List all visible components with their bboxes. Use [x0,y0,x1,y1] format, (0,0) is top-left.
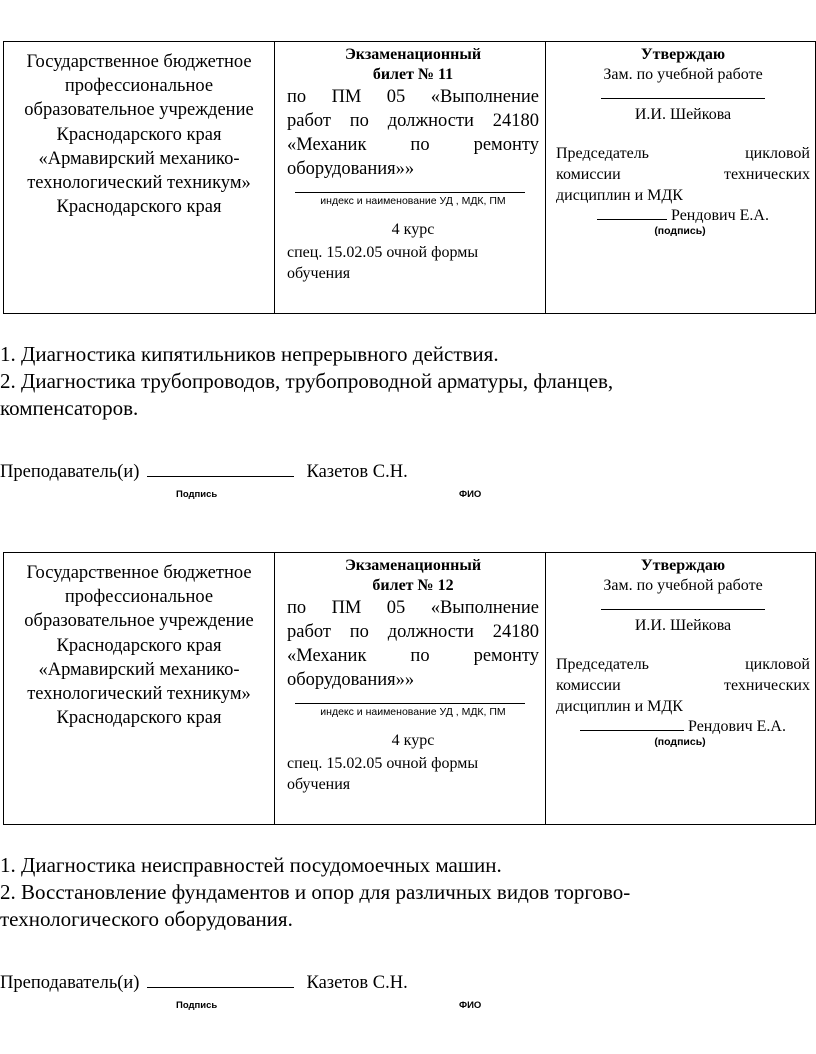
column-divider [274,553,275,824]
column-divider [274,42,275,313]
approve-title: Утверждаю [640,46,726,63]
index-caption: индекс и наименование УД , МДК, ПМ [320,195,506,207]
course: 4 курс [391,221,435,238]
chair-line: дисциплин и МДК [556,187,683,204]
chair-line: дисциплин и МДК [556,698,683,715]
deputy-signature-line [601,91,765,99]
approval-block [556,556,810,748]
chair-signature-line [597,206,667,220]
approve-title: Утверждаю [640,557,726,574]
institution-name: Государственное бюджетное профессиональное образовательное учреждение Краснодарского края «Армавирский механико-технологический техникум» Краснодарского края [24,52,254,218]
question-line: технологического оборудования. [0,907,293,931]
column-divider [545,553,546,824]
question-line: 2. Восстановление фундаментов и опор для различных видов торгово- [0,880,631,904]
question-line: компенсаторов. [0,396,139,420]
ticket-info [287,45,539,284]
module-line: по ПМ 05 «Выполнение [287,598,539,618]
teacher-name: Казетов С.Н. [306,973,408,993]
chair-line: Председатель цикловой [556,656,810,673]
chair-signature-line [580,717,684,731]
module-line: работ по должности 24180 [287,111,539,131]
approval-block [556,45,810,237]
ticket-number: билет № 12 [372,577,454,594]
course: 4 курс [391,732,435,749]
fio-label: ФИО [459,1000,482,1011]
deputy-title: Зам. по учебной работе [603,577,763,594]
module-line: работ по должности 24180 [287,622,539,642]
deputy-name: И.И. Шейкова [634,617,732,634]
deputy-signature-line [601,602,765,610]
teacher-name: Казетов С.Н. [306,462,408,482]
deputy-title: Зам. по учебной работе [603,66,763,83]
questions [0,852,816,933]
chair-name: Рендович Е.А. [688,718,786,735]
module-line: по ПМ 05 «Выполнение [287,87,539,107]
teacher-label: Преподаватель(и) [0,973,140,993]
institution-name: Государственное бюджетное профессиональное образовательное учреждение Краснодарского края «Армавирский механико-технологический техникум» Краснодарского края [24,563,254,729]
chair-line: комиссии технических [556,166,810,183]
column-divider [545,42,546,313]
ticket-header-table [3,552,816,825]
signature-caption: (подпись) [654,736,706,748]
module-line: «Механик по ремонту [287,135,539,155]
signature-caption: (подпись) [654,225,706,237]
chair-line: Председатель цикловой [556,145,810,162]
teacher-signature-line [147,461,294,477]
specialty: спец. 15.02.05 очной формы обучения [287,244,479,282]
chair-line: комиссии технических [556,677,810,694]
module-line: оборудования»» [287,159,415,179]
module-line: оборудования»» [287,670,415,690]
fio-label: ФИО [459,489,482,500]
teacher-signature-line [147,972,294,988]
ticket-number: билет № 11 [372,66,454,83]
signature-label: Подпись [176,489,218,500]
question-line: 2. Диагностика трубопроводов, трубопроводной арматуры, фланцев, [0,369,614,393]
teacher-row [0,461,408,483]
signature-label: Подпись [176,1000,218,1011]
index-underline [295,181,525,193]
module-line: «Механик по ремонту [287,646,539,666]
teacher-label: Преподаватель(и) [0,462,140,482]
index-caption: индекс и наименование УД , МДК, ПМ [320,706,506,718]
chair-signature [556,206,810,226]
specialty: спец. 15.02.05 очной формы обучения [287,755,479,793]
ticket-title: Экзаменационный [344,46,482,63]
chair-signature [556,717,810,737]
questions [0,341,816,422]
chair-name: Рендович Е.А. [671,207,769,224]
deputy-name: И.И. Шейкова [634,106,732,123]
ticket-info [287,556,539,795]
ticket-title: Экзаменационный [344,557,482,574]
teacher-row [0,972,408,994]
index-underline [295,692,525,704]
ticket-header-table [3,41,816,314]
question-line: 1. Диагностика кипятильников непрерывного действия. [0,342,499,366]
question-line: 1. Диагностика неисправностей посудомоечных машин. [0,853,502,877]
